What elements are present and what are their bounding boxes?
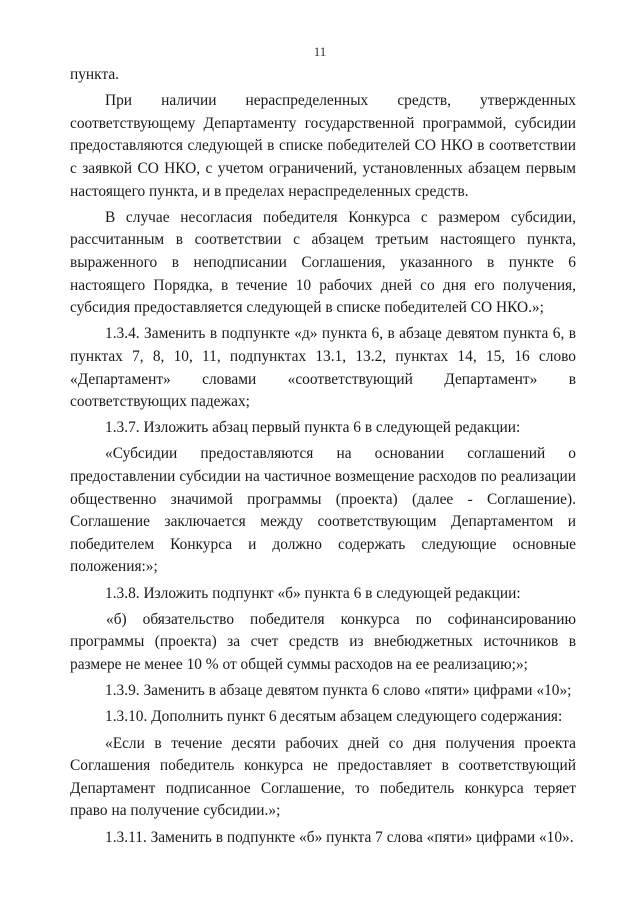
- paragraph: 1.3.9. Заменить в абзаце девятом пункта 6 слово «пяти» цифрами «10»;: [105, 682, 572, 700]
- paragraph: 1.3.4. Заменить в подпункте «д» пункта 6, в абзаце девятом пункта 6, в пунктах 7, 8, 10, 11, подпунктах 13.1, 13.2, пунктах 14, 15, 16 слово «Департамент» словами «соответствующий Департамент» в соответствующих падежах;: [70, 325, 576, 411]
- paragraph: В случае несогласия победителя Конкурса с размером субсидии, рассчитанным в соответствии с абзацем третьим настоящего пункта, выраженного в неподписании Соглашения, указанного в пункте 6 настоящего Порядка, в течение 10 рабочих дней со дня его получения, субсидия предоставляется следующей в списке победителей СО НКО.»;: [70, 208, 576, 317]
- quoted-paragraph: «Субсидии предоставляются на основании соглашений о предоставлении субсидии на частичное возмещение расходов по реализации общественно значимой программы (проекта) (далее - Соглашение). Соглашение заключается между соответствующим Департаментом и победителем Конкурса и должно содержать следующие основные положения:»;: [70, 445, 576, 576]
- paragraph: При наличии нераспределенных средств, утвержденных соответствующему Департаменту государственной программой, субсидии предоставляются следующей в списке победителей СО НКО в соответствии с заявкой СО НКО, с учетом ограничений, установленных абзацем первым настоящего пункта, и в пределах нераспределенных средств.: [70, 92, 576, 200]
- document-body: [70, 64, 576, 853]
- paragraph: 1.3.8. Изложить подпункт «б» пункта 6 в следующей редакции:: [105, 584, 521, 602]
- paragraph: 1.3.10. Дополнить пункт 6 десятым абзацем следующего содержания:: [105, 708, 563, 726]
- quoted-paragraph: «Если в течение десяти рабочих дней со дня получения проекта Соглашения победитель конкурса не предоставляет в соответствующий Департамент подписанное Соглашение, то победитель конкурса теряет право на получение субсидии.»;: [70, 734, 576, 820]
- page-number: 11: [313, 44, 327, 59]
- paragraph: 1.3.11. Заменить в подпункте «б» пункта 7 слова «пяти» цифрами «10».: [105, 828, 574, 846]
- paragraph: пункта.: [70, 66, 120, 83]
- quoted-paragraph: «б) обязательство победителя конкурса по софинансированию программы (проекта) за счет средств из внебюджетных источников в размере не менее 10 % от общей суммы расходов на ее реализацию;»;: [70, 610, 576, 673]
- paragraph: 1.3.7. Изложить абзац первый пункта 6 в следующей редакции:: [105, 419, 521, 437]
